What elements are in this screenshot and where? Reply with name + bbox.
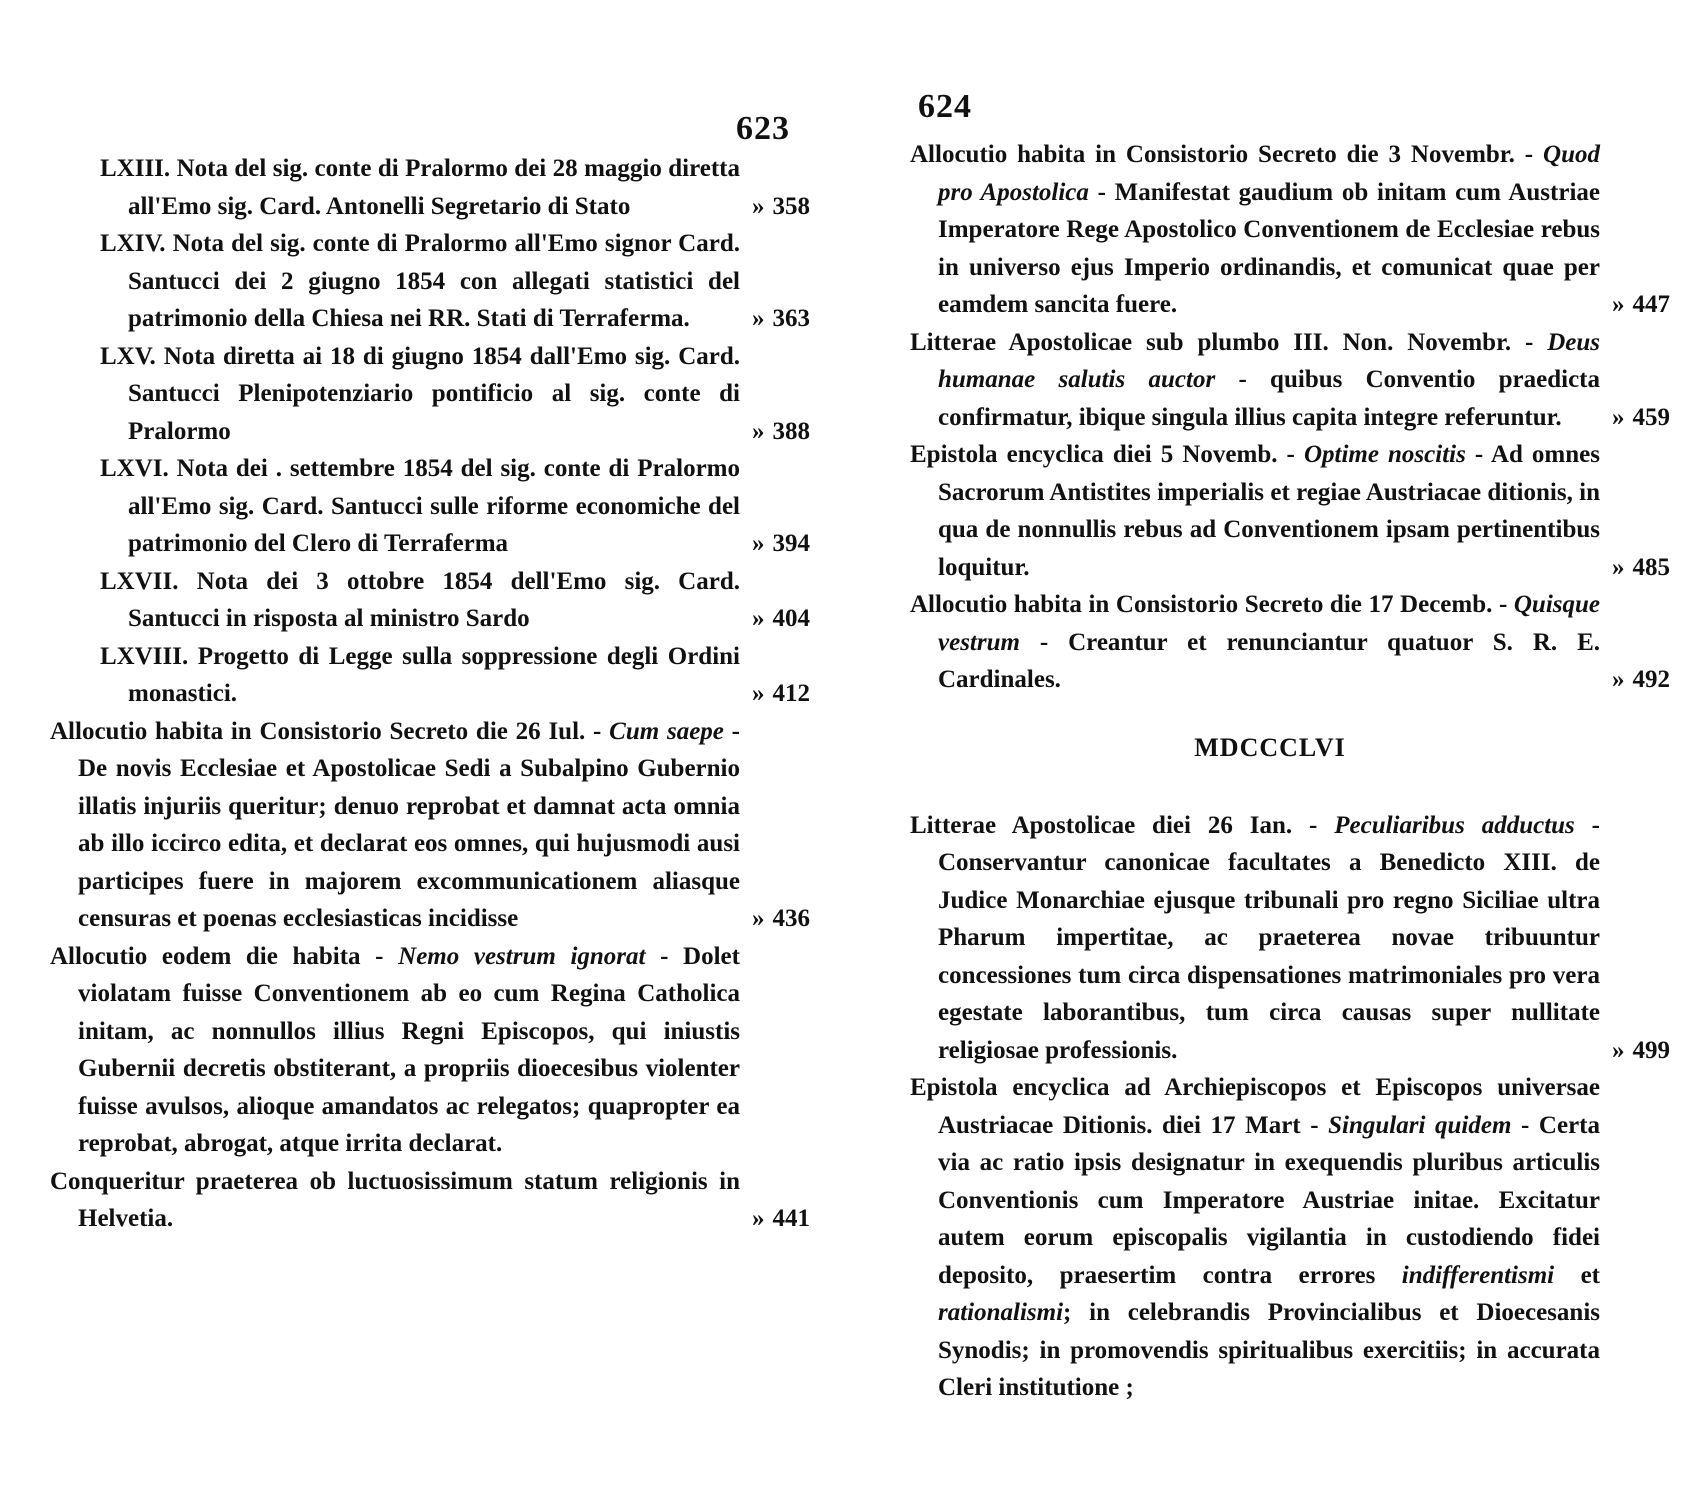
- entry-text: Epistola encyclica diei 5 Novemb. - Optime noscitis - Ad omnes Sacrorum Antistites imperialis et regiae Austriacae ditionis, in qua de nonnullis rebus ad Conventionem ipsam pertinentibus loquitur.: [910, 441, 1600, 581]
- index-entry-lxv: [100, 338, 810, 451]
- index-entry-peculiaribus-adductus: [910, 807, 1670, 1070]
- entry-page-ref: » 459: [1612, 403, 1670, 431]
- entry-page-ref: » 447: [1612, 291, 1670, 318]
- entry-page-ref: » 441: [752, 1205, 810, 1232]
- entry-text: Allocutio habita in Consistorio Secreto die 17 Decemb. - Quisque vestrum - Creantur et renunciantur quatuor S. R. E. Cardinales.: [910, 591, 1600, 693]
- index-entry-optime-noscitis: [910, 436, 1670, 586]
- entry-text: Conqueritur praeterea ob luctuosissimum statum religionis in Helvetia.: [50, 1167, 740, 1232]
- left-page-entries: [50, 150, 810, 1238]
- entry-page-ref: » 358: [752, 192, 810, 220]
- entry-text: Litterae Apostolicae diei 26 Ian. - Peculiaribus adductus - Conservantur canonicae facultates a Benedicto XIII. de Judice Monarchiae ejusque tribunali pro regno Siciliae ultra Pharum impertitae, ac praeterea novae tribuuntur concessiones tum circa dispensationes matrimoniales pro vera egestate laborantibus, tum circa causas super nullitate religiosae professionis.: [910, 811, 1600, 1064]
- index-entry-quod-pro-apostolica: [910, 136, 1670, 324]
- index-entry-quisque-vestrum: [910, 586, 1670, 699]
- index-entry-lxiii: [100, 150, 810, 225]
- index-entry-lxiv: [100, 225, 810, 338]
- entry-page-ref: » 485: [1612, 553, 1670, 581]
- page-number-left: 623: [736, 110, 790, 147]
- right-page: [910, 0, 1670, 1500]
- index-entry-allocutio-nemo-vestrum: [50, 938, 810, 1163]
- entry-page-ref: » 436: [752, 905, 810, 932]
- entry-text: Allocutio eodem die habita - Nemo vestrum ignorat - Dolet violatam fuisse Conventionem ab eo cum Regina Catholica initam, ac nonnullos illius Regni Episcopos, qui iniustis Gubernii decretis obstiterant, a propriis dioecesibus violenter fuisse avulsos, alioque amandatos ac relegatos; quapropter ea reprobat, abrogat, atque irrita declarat.: [50, 942, 740, 1157]
- index-entry-lxviii: [100, 638, 810, 713]
- entry-page-ref: » 388: [752, 417, 810, 445]
- page-number-right: 624: [918, 88, 972, 125]
- entry-text: LXV. Nota diretta ai 18 di giugno 1854 dall'Emo sig. Card. Santucci Plenipotenziario pontificio al sig. conte di Pralormo: [100, 342, 740, 445]
- entry-text: Epistola encyclica ad Archiepiscopos et Episcopos universae Austriacae Ditionis. diei 17 Mart - Singulari quidem - Certa via ac ratio ipsis designatur in exequendis pluribus articulis Conventionis cum Imperatore Austriae initae. Excitatur autem eorum episcopalis vigilantia in custodiendo fidei deposito, praesertim contra errores indifferentismi et rationalismi; in celebrandis Provincialibus et Dioecesanis Synodis; in promovendis spiritualibus exercitiis; in accurata Cleri institutione ;: [910, 1074, 1601, 1401]
- entry-page-ref: » 492: [1612, 666, 1670, 693]
- entry-text: LXVII. Nota dei 3 ottobre 1854 dell'Emo sig. Card. Santucci in risposta al ministro Sardo: [100, 567, 740, 632]
- entry-page-ref: » 499: [1612, 1036, 1670, 1064]
- index-entry-lxvi: [100, 450, 810, 563]
- entry-page-ref: » 412: [752, 680, 810, 707]
- entry-page-ref: » 404: [752, 605, 810, 632]
- right-page-entries: [910, 136, 1670, 1407]
- year-heading: MDCCCLVI: [1194, 732, 1346, 762]
- index-entry-singulari-quidem: [910, 1069, 1670, 1407]
- entry-page-ref: » 394: [752, 530, 810, 557]
- entry-text: LXIV. Nota del sig. conte di Pralormo all'Emo signor Card. Santucci dei 2 giugno 1854 con allegati statistici del patrimonio della Chiesa nei RR. Stati di Terraferma.: [100, 230, 740, 332]
- entry-text: Allocutio habita in Consistorio Secreto die 26 Iul. - Cum saepe - De novis Ecclesiae et Apostolicae Sedi a Subalpino Gubernio illatis injuriis queritur; denuo reprobat et damnat acta omnia ab illo iccirco edita, et declarat eos omnes, qui hujusmodi ausi participes fuere in majorem excommunicationem aliasque censuras et poenas ecclesiasticas incidisse: [50, 717, 740, 932]
- index-entry-allocutio-cum-saepe: [50, 713, 810, 938]
- entry-text: Allocutio habita in Consistorio Secreto die 3 Novembr. - Quod pro Apostolica - Manifestat gaudium ob initam cum Austriae Imperatore Rege Apostolico Conventionem de Ecclesiae rebus in universo ejus Imperio ordinandis, et comunicat quae per eamdem sancita fuere.: [910, 141, 1601, 318]
- entry-text: LXVI. Nota dei . settembre 1854 del sig. conte di Pralormo all'Emo sig. Card. Santucci sulle riforme economiche del patrimonio del Clero di Terraferma: [100, 455, 740, 557]
- index-entry-deus-humanae: [910, 324, 1670, 437]
- entry-page-ref: » 363: [752, 305, 810, 332]
- index-entry-lxvii: [100, 563, 810, 638]
- left-page: [50, 0, 810, 1500]
- entry-text: LXIII. Nota del sig. conte di Pralormo dei 28 maggio diretta all'Emo sig. Card. Antonelli Segretario di Stato: [100, 155, 740, 220]
- index-entry-conqueritur-helvetia: [50, 1163, 810, 1238]
- entry-text: LXVIII. Progetto di Legge sulla soppressione degli Ordini monastici.: [100, 642, 740, 707]
- entry-text: Litterae Apostolicae sub plumbo III. Non. Novembr. - Deus humanae salutis auctor - quibus Conventio praedicta confirmatur, ibique singula illius capita integre referuntur.: [910, 328, 1600, 431]
